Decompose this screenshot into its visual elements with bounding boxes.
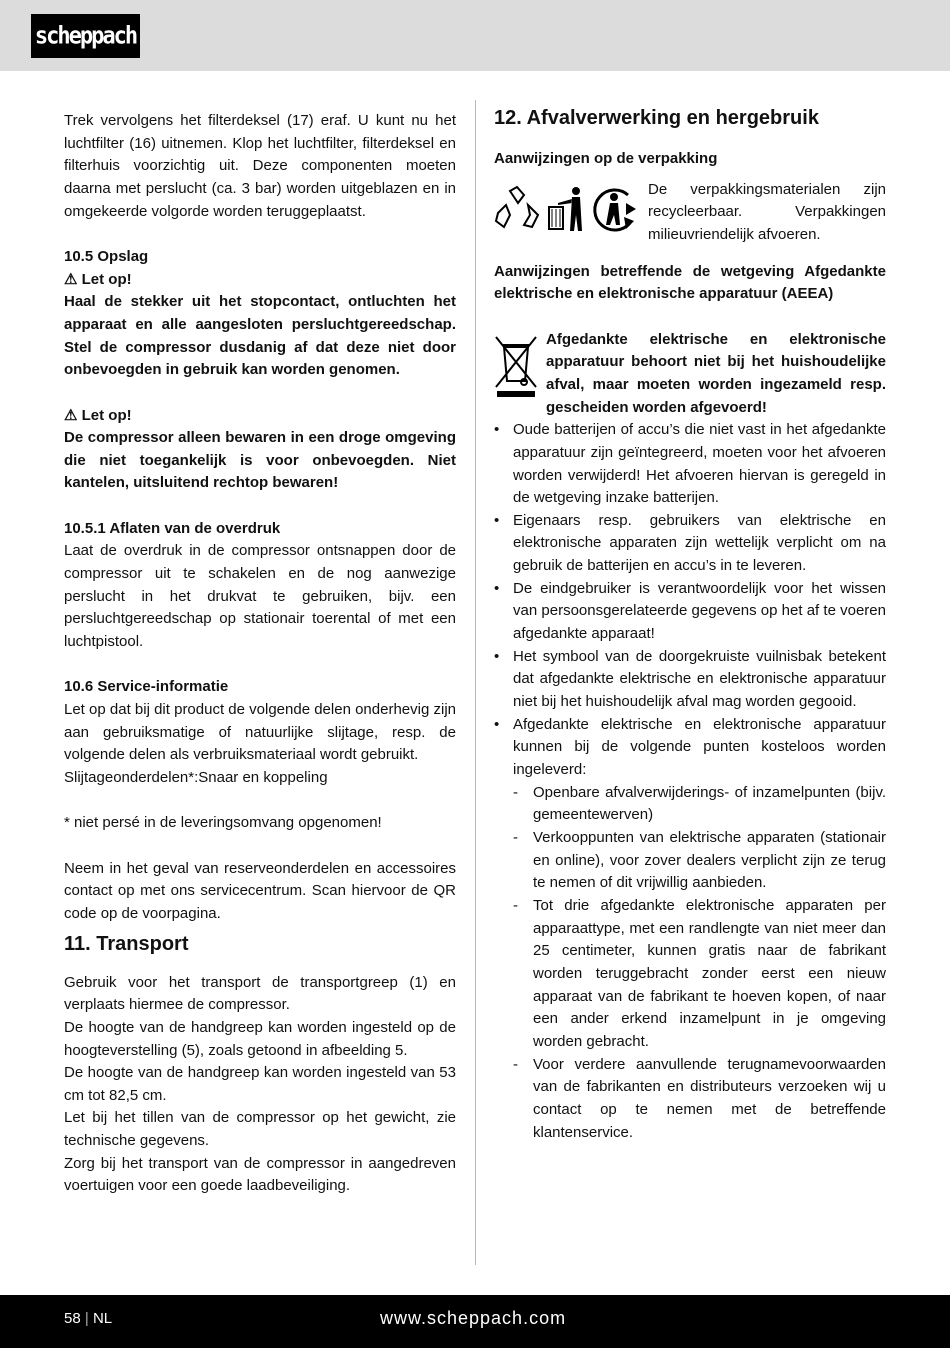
recycle-icon bbox=[494, 185, 540, 233]
list-item: - Voor verdere aanvullende terugnamevoorwaarden van de fabrikanten en distributeurs verzoeken wij u contact op te nemen met de betreffende klantenservice. bbox=[494, 1054, 886, 1145]
warning-text: Haal de stekker uit het stopcontact, ontluchten het apparaat en alle aangesloten persluchtgereedschap. Stel de compressor dusdanig af dat deze niet door onbevoegden in gebruik kan worden genomen. bbox=[64, 293, 456, 379]
warning-text: De compressor alleen bewaren in een droge omgeving die niet toegankelijk is voor onbevoegden. Niet kantelen, uitsluitend rechtop bewaren! bbox=[64, 429, 456, 492]
transport-text: Gebruik voor het transport de transportgreep (1) en verplaats hiermee de compressor. bbox=[64, 973, 456, 1014]
page-header bbox=[0, 0, 950, 71]
section-10-5-1-title: 10.5.1 Aflaten van de overdruk bbox=[64, 519, 281, 537]
separator: | bbox=[84, 1310, 89, 1327]
service-text: Let op dat bij dit product de volgende delen onderhevig zijn aan gebruiksmatige of natuurlijke slijtage, resp. de volgende delen als verbruiksmateriaal wordt gebruikt. bbox=[64, 701, 456, 764]
spare-parts-text: Neem in het geval van reserveonderdelen en accessoires contact op met ons servicecentrum. Scan hiervoor de QR code op de voorpagina. bbox=[64, 859, 456, 922]
transport-text: De hoogte van de handgreep kan worden ingesteld op de hoogteverstelling (5), zoals getoond in afbeelding 5. bbox=[64, 1018, 456, 1059]
section-10-6-title: 10.6 Service-informatie bbox=[64, 678, 229, 696]
section-10-5-title: 10.5 Opslag bbox=[64, 247, 149, 265]
page-number-value: 58 bbox=[64, 1310, 81, 1327]
tidyman-icon bbox=[546, 185, 586, 233]
overpressure-text: Laat de overdruk in de compressor ontsnappen door de compressor uit te schakelen en de nog aanwezige perslucht in het drukvat te gebruiken, bijv. een persluchtgereedschap op stationair toerental of met een luchtpistool. bbox=[64, 542, 456, 651]
list-item: - Verkooppunten van elektrische apparaten (stationair en online), voor zover dealers verplicht zijn ze terug te nemen of dit vrijwillig aanbieden. bbox=[494, 827, 886, 895]
filter-paragraph: Trek vervolgens het filterdeksel (17) eraf. U kunt nu het luchtfilter (16) uitnemen. Klop het luchtfilter, filterdeksel en filterhuis voorzichtig uit. Deze componenten moeten daarna met perslucht (ca. 3 bar) worden uitgeblazen en in omgekeerde volgorde worden teruggeplaatst. bbox=[64, 112, 456, 220]
crossed-bin-icon bbox=[494, 335, 538, 405]
transport-text: De hoogte van de handgreep kan worden ingesteld van 53 cm tot 82,5 cm. bbox=[64, 1064, 456, 1104]
list-item: • Afgedankte elektrische en elektronische apparatuur kunnen bij de volgende punten kosteloos worden ingeleverd: bbox=[494, 714, 886, 782]
section-12-title: 12. Afvalverwerking en hergebruik bbox=[494, 107, 819, 129]
transport-text: Let bij het tillen van de compressor op het gewicht, zie technische gegevens. bbox=[64, 1109, 456, 1150]
page-footer bbox=[0, 1295, 950, 1348]
column-divider bbox=[475, 100, 476, 1265]
wear-parts: Slijtageonderdelen*:Snaar en koppeling bbox=[64, 768, 328, 786]
transport-text: Zorg bij het transport van de compressor in aangedreven voertuigen voor een goede laadbeveiliging. bbox=[64, 1154, 456, 1195]
list-item: • Oude batterijen of accu’s die niet vast in het afgedankte apparatuur zijn geïntegreerd, moeten voor het afvoeren worden verwijderd! Het afvoeren hiervan is geregeld in de wetgeving inzake batterijen. bbox=[494, 419, 886, 510]
language-code: NL bbox=[92, 1310, 113, 1327]
packaging-recycling-icon bbox=[592, 185, 638, 233]
packaging-title: Aanwijzingen op de verpakking bbox=[494, 150, 718, 167]
weee-text: Afgedankte elektrische en elektronische apparatuur behoort niet bij het huishoudelijke afval, maar moeten worden ingezameld resp. gescheiden worden afgevoerd! bbox=[546, 330, 886, 416]
footnote: * niet persé in de leveringsomvang opgenomen! bbox=[64, 814, 382, 832]
right-column bbox=[494, 107, 886, 1144]
list-item: • Eigenaars resp. gebruikers van elektrische en elektronische apparaten zijn wettelijk verplicht om na gebruik de batterijen en accu’s in te leveren. bbox=[494, 510, 886, 578]
packaging-text: De verpakkingsmaterialen zijn recycleerbaar. Verpakkingen milieuvriendelijk afvoeren. bbox=[648, 180, 886, 243]
warning-title: ⚠ Let op! bbox=[64, 406, 132, 424]
scheppach-logo: scheppach bbox=[31, 14, 140, 58]
list-item: - Tot drie afgedankte elektronische apparaten per apparaattype, met een randlengte van niet meer dan 25 centimeter, kunnen gratis naar de fabrikant worden teruggebracht zonder eerst een nieuw apparaat van de fabrikant te hoeven kopen, of naar een ander erkend inzamelpunt in je omgeving worden gebracht. bbox=[494, 895, 886, 1054]
weee-bullet-list bbox=[494, 419, 886, 1144]
warning-title: ⚠ Let op! bbox=[64, 270, 132, 288]
list-item: • Het symbool van de doorgekruiste vuilnisbak betekent dat afgedankte elektrische en elektronische apparatuur niet bij het huishoudelijk afval mag worden gegooid. bbox=[494, 646, 886, 714]
weee-title: Aanwijzingen betreffende de wetgeving Afgedankte elektrische en elektronische apparatuur (AEEA) bbox=[494, 262, 886, 303]
page-number bbox=[64, 1310, 112, 1327]
list-item: • De eindgebruiker is verantwoordelijk voor het wissen van persoonsgerelateerde gegevens op het af te voeren afgedankte apparaat! bbox=[494, 578, 886, 646]
left-column bbox=[64, 110, 456, 1198]
section-11-title: 11. Transport bbox=[64, 932, 189, 955]
website-link[interactable]: www.scheppach.com bbox=[380, 1308, 567, 1328]
list-item: - Openbare afvalverwijderings- of inzamelpunten (bijv. gemeentewerven) bbox=[494, 782, 886, 827]
